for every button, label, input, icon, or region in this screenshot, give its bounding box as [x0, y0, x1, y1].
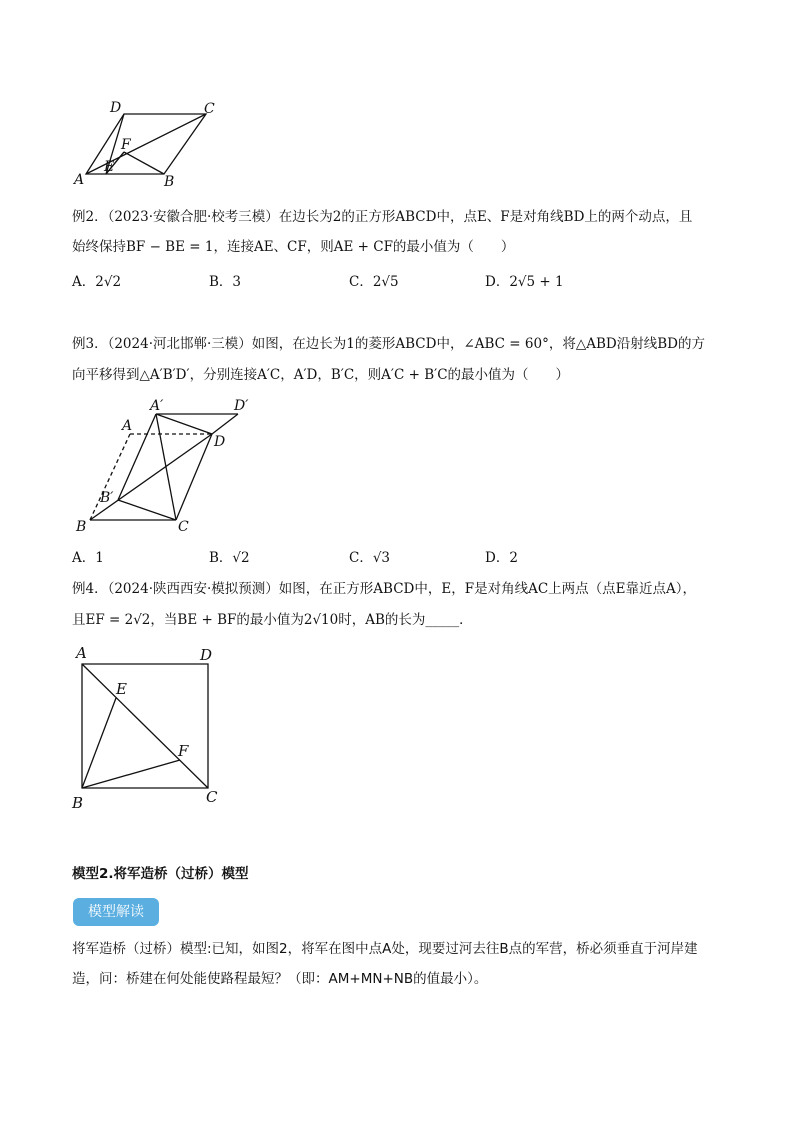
ex2-choice-b: B．3	[209, 274, 242, 290]
section-title: 模型2.将军造桥（过桥）模型	[72, 866, 249, 882]
label-b: B	[72, 794, 84, 812]
ex4-line1: 例4．（2024·陕西西安·模拟预测）如图，在正方形ABCD中，E，F是对角线AC上两点（点E靠近点A），	[72, 581, 697, 597]
ex2-choices	[72, 270, 732, 292]
segment-fb	[124, 152, 164, 174]
label-b: B	[76, 519, 87, 535]
ex3-line2: 向平移得到△A′B′D′，分别连接A′C，A′D，B′C，则A′C + B′C的最小值为（ ）	[72, 367, 570, 383]
ex2-line2: 始终保持BF − BE = 1，连接AE、CF，则AE + CF的最小值为（ ）	[72, 239, 515, 255]
ex3-choices	[72, 546, 732, 568]
model-text-line1: 将军造桥（过桥）模型:已知，如图2，将军在图中点A处，现要过河去往B点的军营，桥必须垂直于河岸建	[72, 941, 698, 957]
ex2-choice-a: A．2√2	[72, 274, 122, 290]
label-e: E	[104, 159, 115, 175]
segment-d1d	[212, 414, 238, 434]
ex2-choice-d: D．2√5 + 1	[485, 274, 564, 290]
segment-a1c	[156, 414, 176, 520]
label-a: A	[122, 418, 133, 434]
label-f: F	[121, 137, 131, 153]
figure-rhombus	[66, 392, 266, 538]
label-b-prime: B′	[100, 490, 114, 506]
label-d-prime: D′	[234, 398, 249, 414]
label-d: D	[110, 100, 122, 116]
label-d: D	[214, 434, 226, 450]
segment-bf	[82, 760, 180, 788]
ex4-line2: 且EF = 2√2，当BE + BF的最小值为2√10时，AB的长为_____．	[72, 612, 473, 628]
label-a: A	[74, 172, 85, 188]
label-b: B	[164, 174, 175, 190]
figure-square	[66, 640, 226, 816]
ex3-choice-d: D．2	[485, 550, 518, 566]
model-badge: 模型解读	[73, 898, 159, 926]
dashed-ba	[90, 434, 130, 520]
segment-a1d	[156, 414, 212, 434]
figure-parallelogram	[64, 96, 234, 196]
segment-be	[82, 698, 116, 788]
ex3-choice-b: B．√2	[209, 550, 250, 566]
label-a: A	[76, 644, 87, 662]
segment-b1c	[118, 500, 176, 520]
label-f: F	[178, 742, 189, 760]
ex3-line1: 例3．（2024·河北邯郸·三模）如图，在边长为1的菱形ABCD中，∠ABC = 60°，将△ABD沿射线BD的方	[72, 336, 705, 352]
ex2-line1: 例2．（2023·安徽合肥·校考三模）在边长为2的正方形ABCD中，点E、F是对角线BD上的两个动点，且	[72, 209, 693, 225]
label-d: D	[200, 646, 213, 664]
ex3-choice-a: A．1	[72, 550, 104, 566]
label-c: C	[178, 519, 189, 535]
ex3-choice-c: C．√3	[349, 550, 391, 566]
label-c: C	[204, 101, 215, 117]
label-a-prime: A′	[150, 398, 164, 414]
label-e: E	[116, 680, 127, 698]
ex2-choice-c: C．2√5	[349, 274, 399, 290]
label-c: C	[206, 788, 218, 806]
model-text-line2: 造，问：桥建在何处能使路程最短？（即：AM+MN+NB的值最小）。	[72, 971, 488, 987]
